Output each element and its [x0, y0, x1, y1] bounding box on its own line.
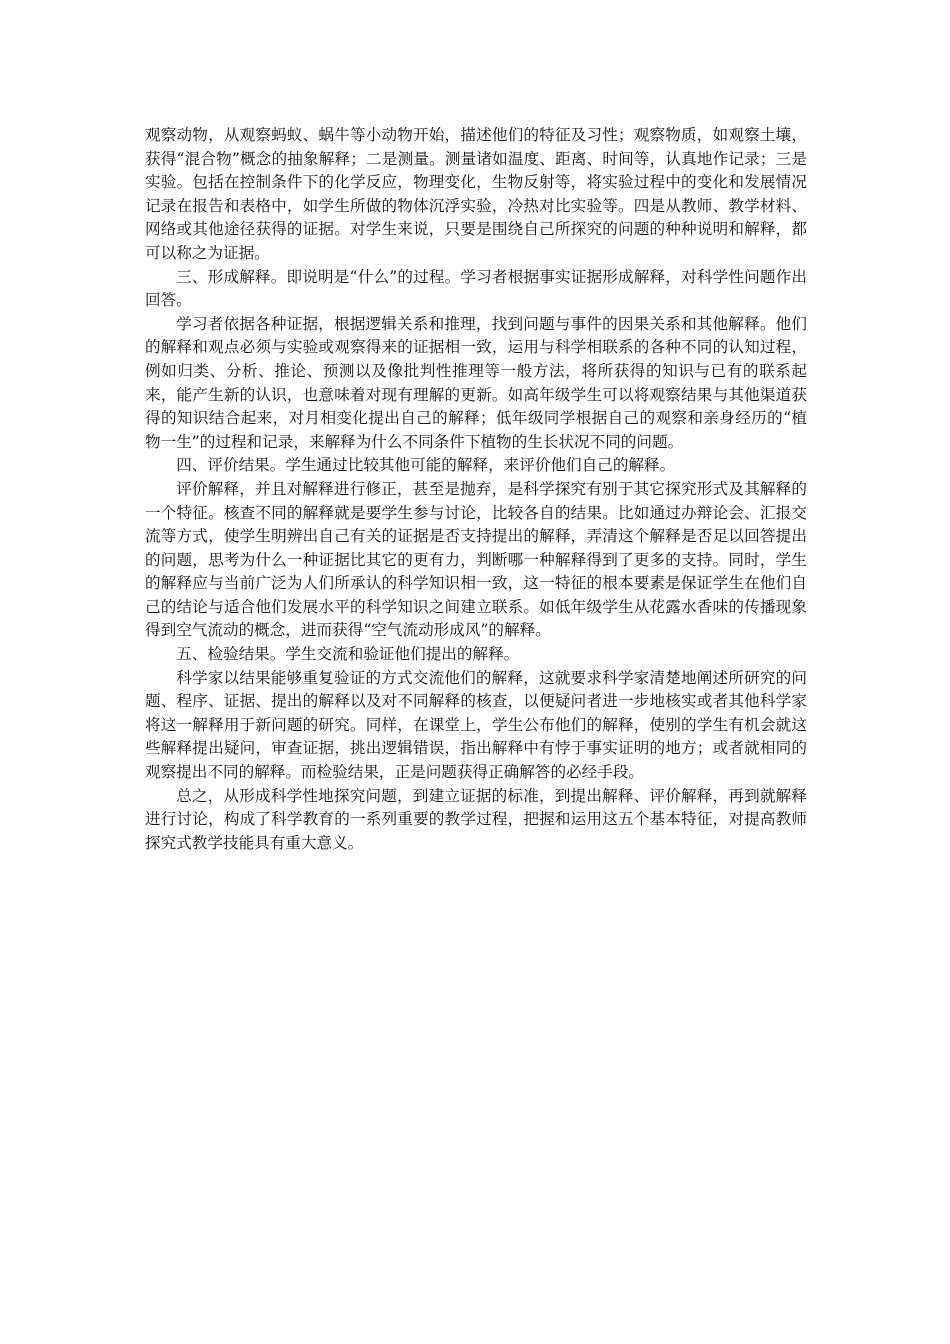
paragraph-evaluate-results: 评价解释，并且对解释进行修正，甚至是抛弃，是科学探究有别于其它探究形式及其解释的一个特征。核查不同的解释就是要学生参与讨论，比较各自的结果。比如通过办辩论会、汇报交流等方式，使学生明辨出自己有关的证据是否支持提出的解释，弄清这个解释是否足以回答提出的问题，思考为什么一种证据比其它的更有力，判断哪一种解释得到了更多的支持。同时，学生的解释应与当前广泛为人们所承认的科学知识相一致，这一特征的根本要素是保证学生在他们自己的结论与适合他们发展水平的科学知识之间建立联系。如低年级学生从花露水香味的传播现象得到空气流动的概念，进而获得“空气流动形成风”的解释。	[145, 479, 807, 640]
paragraph-evidence-sources: 观察动物，从观察蚂蚁、蜗牛等小动物开始，描述他们的特征及习性；观察物质，如观察土壤，获得“混合物”概念的抽象解释；二是测量。测量诸如温度、距离、时间等，认真地作记录；三是实验。包括在控制条件下的化学反应，物理变化，生物反射等，将实验过程中的变化和发展情况记录在报告和表格中，如学生所做的物体沉浮实验，冷热对比实验等。四是从教师、教学材料、网络或其他途径获得的证据。对学生来说，只要是围绕自己所探究的问题的种种说明和解释，都可以称之为证据。	[145, 126, 807, 262]
paragraph-conclusion: 总之，从形成科学性地探究问题，到建立证据的标准，到提出解释、评价解释，再到就解释进行讨论，构成了科学教育的一系列重要的教学过程，把握和运用这五个基本特征，对提高教师探究式教学技能具有重大意义。	[145, 786, 807, 852]
heading-evaluate-results: 四、评价结果。学生通过比较其他可能的解释，来评价他们自己的解释。	[176, 456, 676, 475]
document-body	[145, 124, 807, 855]
heading-verify-results: 五、检验结果。学生交流和验证他们提出的解释。	[176, 645, 520, 664]
heading-form-explanation: 三、形成解释。即说明是“什么”的过程。学习者根据事实证据形成解释，对科学性问题作出回答。	[145, 267, 807, 310]
paragraph-form-explanation: 学习者依据各种证据，根据逻辑关系和推理，找到问题与事件的因果关系和其他解释。他们的解释和观点必须与实验或观察得来的证据相一致，运用与科学相联系的各种不同的认知过程，例如归类、分析、推论、预测以及像批判性推理等一般方法，将所获得的知识与已有的联系起来，能产生新的认识，也意味着对现有理解的更新。如高年级学生可以将观察结果与其他渠道获得的知识结合起来，对月相变化提出自己的解释；低年级同学根据自己的观察和亲身经历的“植物一生”的过程和记录，来解释为什么不同条件下植物的生长状况不同的问题。	[145, 314, 807, 451]
paragraph-verify-results: 科学家以结果能够重复验证的方式交流他们的解释，这就要求科学家清楚地阐述所研究的问题、程序、证据、提出的解释以及对不同解释的核查，以便疑问者进一步地核实或者其他科学家将这一解释用于新问题的研究。同样，在课堂上，学生公布他们的解释，使别的学生有机会就这些解释提出疑问，审查证据，挑出逻辑错误，指出解释中有悖于事实证明的地方；或者就相同的观察提出不同的解释。而检验结果，正是问题获得正确解答的必经手段。	[145, 668, 807, 782]
